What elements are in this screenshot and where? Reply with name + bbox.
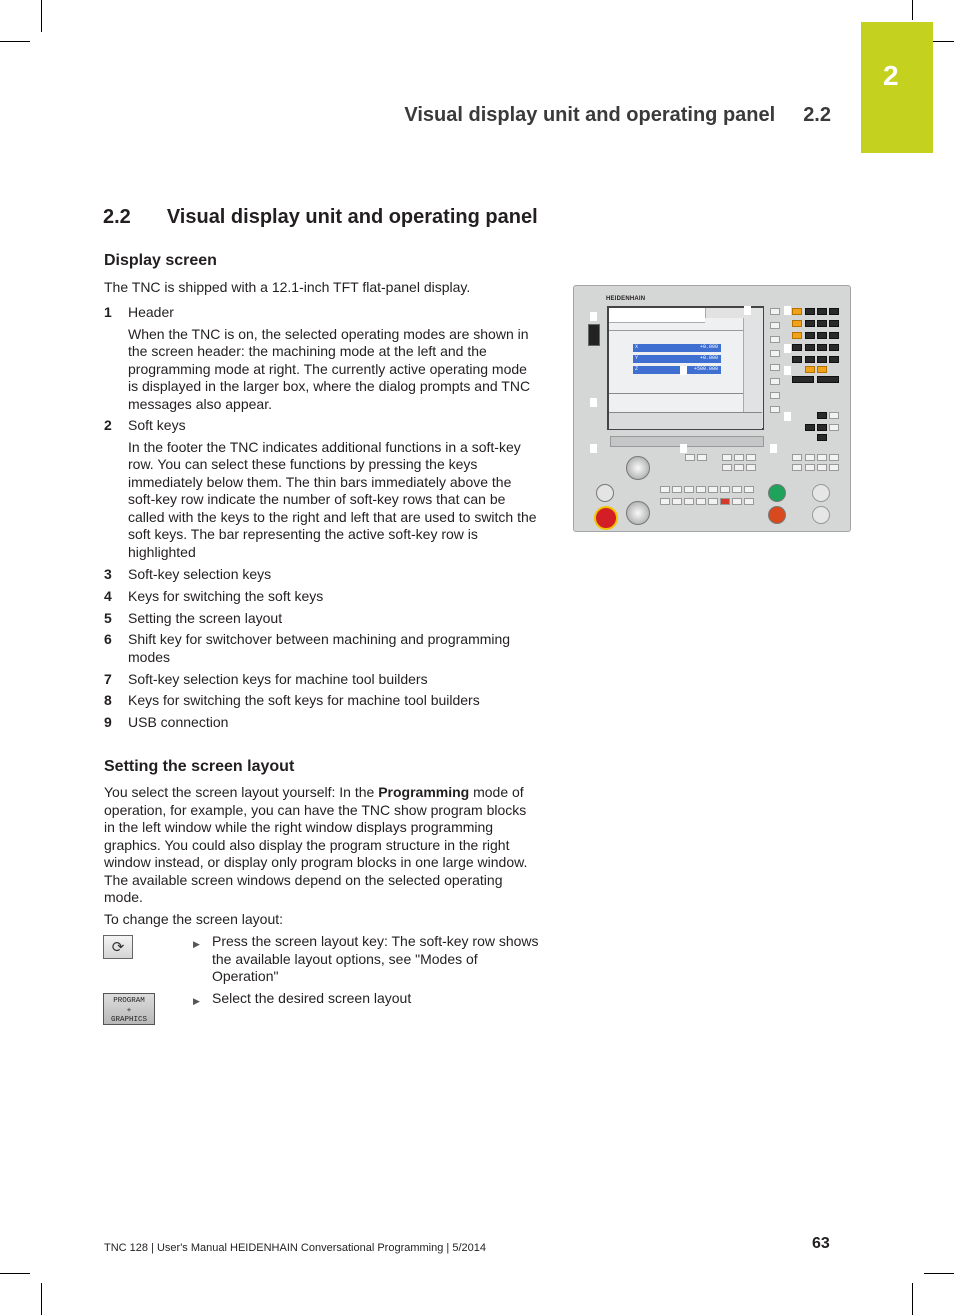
footer-text: TNC 128 | User's Manual HEIDENHAIN Conversational Programming | 5/2014 (104, 1242, 486, 1254)
item-number: 3 (104, 566, 112, 582)
item-title: Setting the screen layout (128, 610, 283, 626)
brand-logo: HEIDENHAIN (606, 296, 646, 302)
program-graphics-softkey-icon: PROGRAM + GRAPHICS (103, 993, 155, 1025)
instruction-step (193, 990, 539, 1008)
axis-row (633, 344, 721, 352)
item-number: 4 (104, 588, 112, 604)
section-heading (103, 206, 538, 229)
running-header (404, 104, 831, 127)
item-title: Soft-key selection keys for machine tool builders (128, 671, 428, 687)
page-number: 63 (812, 1235, 830, 1252)
change-layout-intro: To change the screen layout: (104, 911, 284, 927)
list-item (104, 588, 540, 606)
item-title: Header (128, 304, 174, 320)
list-item (104, 671, 540, 689)
step-arrow-icon: ▶ (193, 939, 200, 949)
running-header-title: Visual display unit and operating panel (404, 104, 776, 126)
paragraph-text: You select the screen layout yourself: In the (104, 784, 379, 800)
chapter-tab (861, 22, 933, 153)
paragraph-text: mode of operation, for example, you can have the TNC show program blocks in the left window while the right window displays programming graphics. You could also display the program structure in the right window instead, or display only program blocks in one large window. The available screen windows depend on the selected operating mode. (104, 784, 528, 905)
item-number: 6 (104, 631, 112, 647)
display-screen-intro: The TNC is shipped with a 12.1-inch TFT flat-panel display. (104, 279, 471, 295)
running-header-number: 2.2 (803, 104, 831, 126)
screen-layout-heading: Setting the screen layout (104, 758, 295, 775)
item-title: Soft keys (128, 417, 186, 433)
axis-name: Z (635, 366, 639, 372)
crop-mark (41, 1283, 42, 1315)
axis-name: Y (635, 355, 639, 361)
item-description: When the TNC is on, the selected operating modes are shown in the screen header: the machining mode at the left and the programming mode at right. The currently active operating mode is displayed in the larger box, where the dialog prompts and TNC messages also appear. (128, 325, 531, 412)
crop-mark (924, 1273, 954, 1274)
item-number: 1 (104, 304, 112, 320)
axis-value: +0.000 (699, 355, 718, 361)
item-title: Shift key for switchover between machining and programming modes (128, 631, 511, 665)
list-item (104, 304, 540, 413)
axis-value: +0.000 (699, 344, 718, 350)
crop-mark (912, 0, 913, 20)
item-number: 9 (104, 714, 112, 730)
step-text: Press the screen layout key: The soft-key row shows the available layout options, see "Modes of Operation" (212, 933, 539, 984)
section-number: 2.2 (103, 206, 131, 228)
list-item (104, 692, 540, 710)
axis-row (633, 366, 721, 374)
screen-layout-paragraph (104, 784, 540, 907)
item-number: 8 (104, 692, 112, 708)
step-arrow-icon: ▶ (193, 996, 200, 1006)
list-item (104, 417, 540, 561)
crop-mark (41, 0, 42, 32)
list-item (104, 566, 540, 584)
axis-row (633, 355, 721, 363)
item-number: 2 (104, 417, 112, 433)
item-description: In the footer the TNC indicates additional functions in a soft-key row. You can select these functions by pressing the keys immediately below them. The thin bars immediately above the soft-key row indicate the number of soft-key rows that can be called with the keys to the right and left that are used to switch the soft keys. The bar representing the active soft-key row is highlighted (128, 438, 537, 560)
chapter-number: 2 (883, 60, 899, 91)
item-number: 5 (104, 610, 112, 626)
item-title: USB connection (128, 714, 229, 730)
item-title: Keys for switching the soft keys for machine tool builders (128, 692, 480, 708)
list-item (104, 631, 540, 666)
crop-mark (0, 41, 30, 42)
operating-panel-image (573, 285, 851, 532)
axis-name: X (635, 344, 639, 350)
item-number: 7 (104, 671, 112, 687)
axis-value: +500.000 (693, 366, 718, 372)
section-title: Visual display unit and operating panel (166, 206, 538, 228)
item-title: Soft-key selection keys (128, 566, 272, 582)
screen-layout-key-icon: ⟳ (103, 935, 133, 959)
list-item (104, 610, 540, 628)
crop-mark (0, 1273, 30, 1274)
display-screen-heading: Display screen (104, 252, 217, 269)
list-item (104, 714, 540, 732)
step-text: Select the desired screen layout (212, 990, 412, 1006)
instruction-step (193, 933, 539, 986)
paragraph-bold-term: Programming (378, 784, 470, 800)
crop-mark (912, 1283, 913, 1315)
item-title: Keys for switching the soft keys (128, 588, 324, 604)
